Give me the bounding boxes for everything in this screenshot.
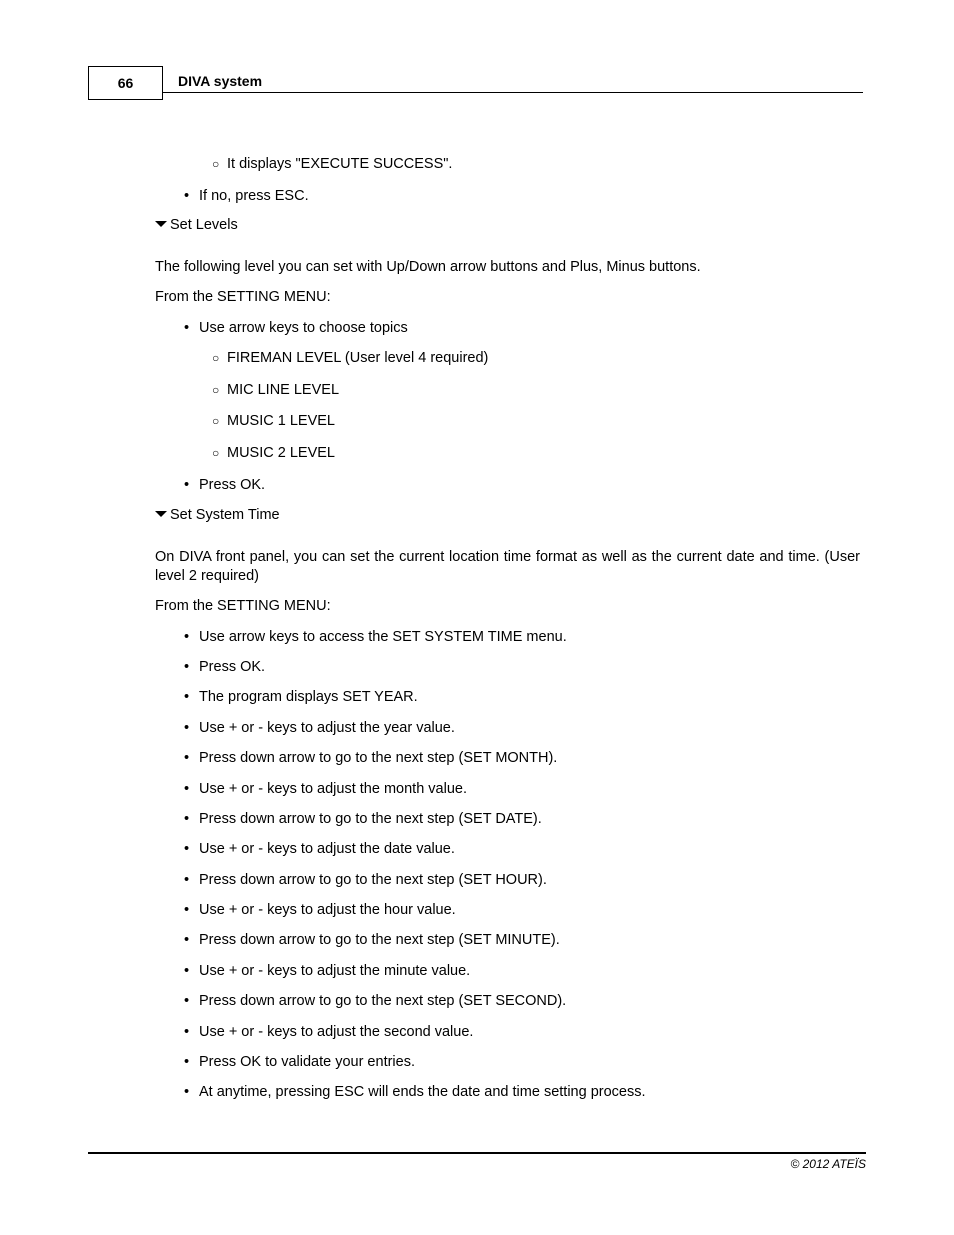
footer-rule — [88, 1152, 866, 1154]
bullet-icon: • — [184, 902, 190, 918]
bullet-icon: • — [184, 1084, 190, 1100]
document-title: DIVA system — [178, 73, 263, 89]
page-number: 66 — [88, 66, 163, 100]
list-item: ○ It displays "EXECUTE SUCCESS". — [212, 156, 453, 172]
bullet-icon: • — [184, 659, 190, 675]
list-item: • Use arrow keys to choose topics — [184, 320, 408, 336]
list-item: • Press down arrow to go to the next step (SET HOUR). — [184, 872, 547, 888]
bullet-icon: • — [184, 781, 190, 797]
list-item: • Use + or - keys to adjust the month value. — [184, 781, 467, 797]
list-item: • If no, press ESC. — [184, 188, 309, 204]
list-item: • Press down arrow to go to the next step (SET SECOND). — [184, 993, 567, 1009]
list-item: • Use + or - keys to adjust the minute value. — [184, 963, 471, 979]
list-item: ○ MIC LINE LEVEL — [212, 382, 340, 398]
circle-bullet-icon: ○ — [212, 414, 220, 428]
list-item: • Press down arrow to go to the next step (SET DATE). — [184, 811, 542, 827]
bullet-icon: • — [184, 477, 190, 493]
bullet-icon: • — [184, 689, 190, 705]
circle-bullet-icon: ○ — [212, 157, 220, 171]
bullet-icon: • — [184, 1024, 190, 1040]
header-rule — [162, 92, 863, 93]
bullet-icon: • — [184, 629, 190, 645]
bullet-icon: • — [184, 720, 190, 736]
list-item: • Press down arrow to go to the next step (SET MINUTE). — [184, 932, 560, 948]
paragraph: From the SETTING MENU: — [155, 289, 331, 305]
bullet-icon: • — [184, 993, 190, 1009]
section-toggle-set-levels[interactable]: Set Levels — [155, 216, 238, 235]
list-item: • Press OK. — [184, 477, 266, 493]
bullet-icon: • — [184, 841, 190, 857]
paragraph: The following level you can set with Up/Down arrow buttons and Plus, Minus buttons. — [155, 259, 701, 275]
bullet-icon: • — [184, 932, 190, 948]
list-item: • Press down arrow to go to the next step (SET MONTH). — [184, 750, 558, 766]
circle-bullet-icon: ○ — [212, 351, 220, 365]
list-item: ○ MUSIC 2 LEVEL — [212, 445, 335, 461]
list-item: • Use arrow keys to access the SET SYSTEM TIME menu. — [184, 629, 567, 645]
copyright: © 2012 ATEÏS — [790, 1157, 866, 1171]
bullet-icon: • — [184, 188, 190, 204]
list-item: • Use + or - keys to adjust the second value. — [184, 1024, 474, 1040]
list-item: • Use + or - keys to adjust the year value. — [184, 720, 455, 736]
list-item: • The program displays SET YEAR. — [184, 689, 418, 705]
list-item: • Use + or - keys to adjust the date value. — [184, 841, 455, 857]
circle-bullet-icon: ○ — [212, 446, 220, 460]
paragraph: From the SETTING MENU: — [155, 598, 331, 614]
list-item: • Press OK to validate your entries. — [184, 1054, 415, 1070]
bullet-icon: • — [184, 320, 190, 336]
bullet-icon: • — [184, 872, 190, 888]
list-item: • Press OK. — [184, 659, 266, 675]
list-item: • At anytime, pressing ESC will ends the date and time setting process. — [184, 1084, 646, 1100]
bullet-icon: • — [184, 750, 190, 766]
list-item: • Use + or - keys to adjust the hour value. — [184, 902, 456, 918]
section-toggle-set-system-time[interactable]: Set System Time — [155, 506, 280, 525]
circle-bullet-icon: ○ — [212, 383, 220, 397]
bullet-icon: • — [184, 811, 190, 827]
list-item: ○ MUSIC 1 LEVEL — [212, 413, 335, 429]
bullet-icon: • — [184, 963, 190, 979]
triangle-down-icon — [155, 221, 167, 227]
bullet-icon: • — [184, 1054, 190, 1070]
list-item: ○ FIREMAN LEVEL (User level 4 required) — [212, 350, 489, 366]
triangle-down-icon — [155, 511, 167, 517]
paragraph: On DIVA front panel, you can set the current location time format as well as the current date and time. (User level 2 required) — [155, 549, 860, 584]
